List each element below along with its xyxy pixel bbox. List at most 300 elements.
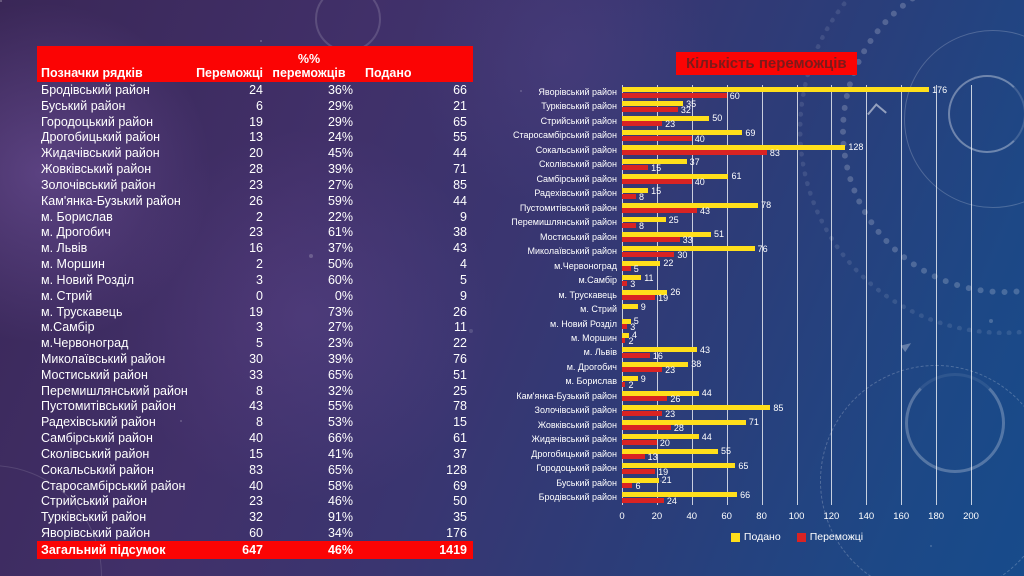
x-tick-label: 200 xyxy=(963,511,979,522)
cell-winners: 5 xyxy=(256,336,263,351)
chart-bar-track xyxy=(622,317,1012,331)
chart-row xyxy=(500,215,1012,229)
pivot-table-total-row xyxy=(37,541,473,559)
cell-pct: 0% xyxy=(334,288,353,303)
chart-category-label: Турківський район xyxy=(541,101,617,112)
cell-submitted: 51 xyxy=(453,367,467,382)
table-row xyxy=(37,494,473,510)
legend-label: Подано xyxy=(743,531,781,543)
chart-bar-track xyxy=(622,331,1012,345)
chart-category-label: м.Червоноград xyxy=(554,260,617,271)
bar-value-label: 30 xyxy=(677,249,688,260)
cell-name: м. Дрогобич xyxy=(41,225,111,240)
chart-bar-track xyxy=(622,288,1012,302)
table-row xyxy=(37,319,473,335)
chart-category-label: Пустомитівський район xyxy=(519,202,617,213)
chart-category-label: Дрогобицький район xyxy=(531,448,617,459)
table-row xyxy=(37,98,473,114)
chart-row xyxy=(500,259,1012,273)
cell-name: м.Червоноград xyxy=(41,336,129,351)
chart-category-label: Бродівський район xyxy=(538,492,617,503)
cell-winners: 13 xyxy=(249,130,263,145)
bar-value-label: 32 xyxy=(680,104,691,115)
cell-submitted: 76 xyxy=(453,351,467,366)
bar-podano xyxy=(622,188,648,193)
cell-submitted: 11 xyxy=(454,320,467,335)
chart-bar-track xyxy=(622,403,1012,417)
legend-label: Переможці xyxy=(809,531,864,543)
cell-winners: 19 xyxy=(249,114,263,129)
chart-row xyxy=(500,186,1012,200)
cell-name: м. Моршин xyxy=(41,257,105,272)
chart-category-label: Стрийський район xyxy=(540,115,617,126)
cell-pct: 22% xyxy=(327,209,353,224)
cell-winners: 2 xyxy=(256,257,263,272)
chart-row xyxy=(500,128,1012,142)
cell-submitted: 21 xyxy=(453,98,467,113)
bar-value-label: 2 xyxy=(628,336,634,347)
chart-row xyxy=(500,143,1012,157)
bar-chart xyxy=(500,85,1012,560)
cell-name: м. Стрий xyxy=(41,288,93,303)
chart-category-label: м. Дрогобич xyxy=(566,361,617,372)
total-label: Загальний підсумок xyxy=(41,543,166,558)
chart-bar-track xyxy=(622,476,1012,490)
cell-pct: 61% xyxy=(327,225,353,240)
bar-podano xyxy=(622,362,688,367)
chart-row xyxy=(500,85,1012,99)
x-tick-label: 0 xyxy=(619,511,625,522)
bar-value-label: 43 xyxy=(700,206,711,217)
legend-swatch-icon xyxy=(797,533,806,542)
cell-submitted: 85 xyxy=(453,177,467,192)
cell-name: м.Самбір xyxy=(41,320,95,335)
x-tick-label: 60 xyxy=(721,511,732,522)
pivot-table-body xyxy=(37,82,473,541)
bar-podano xyxy=(622,232,711,237)
cell-submitted: 66 xyxy=(453,82,467,97)
bar-podano xyxy=(622,203,758,208)
chart-row xyxy=(500,273,1012,287)
cell-pct: 55% xyxy=(327,399,353,414)
bar-peremozhtsi xyxy=(622,266,631,271)
chart-bar-track xyxy=(622,418,1012,432)
bar-value-label: 24 xyxy=(666,495,677,506)
chart-title: Кількість переможців xyxy=(676,52,857,75)
bar-value-label: 25 xyxy=(668,214,679,225)
cell-winners: 0 xyxy=(256,288,263,303)
x-tick-label: 80 xyxy=(756,511,767,522)
chart-bar-track xyxy=(622,230,1012,244)
bar-peremozhtsi xyxy=(622,194,636,199)
cell-winners: 24 xyxy=(249,82,263,97)
cell-winners: 40 xyxy=(249,478,263,493)
bar-value-label: 35 xyxy=(686,98,697,109)
cell-submitted: 5 xyxy=(460,272,467,287)
header-submitted: Подано xyxy=(365,66,412,80)
cell-name: Старосамбірський район xyxy=(41,478,186,493)
header-rows-label: Позначки рядків xyxy=(41,66,143,80)
chart-bar-track xyxy=(622,432,1012,446)
cell-submitted: 69 xyxy=(453,478,467,493)
cell-pct: 45% xyxy=(327,146,353,161)
cell-submitted: 37 xyxy=(453,446,467,461)
chart-category-label: м. Новий Розділ xyxy=(550,318,617,329)
cell-name: Бродівський район xyxy=(41,82,150,97)
bar-podano xyxy=(622,391,699,396)
bar-value-label: 6 xyxy=(635,481,641,492)
bar-value-label: 23 xyxy=(665,408,676,419)
cell-winners: 83 xyxy=(249,462,263,477)
decor-star-dots xyxy=(0,0,2,2)
cell-submitted: 44 xyxy=(453,146,467,161)
bar-peremozhtsi xyxy=(622,382,625,387)
bar-value-label: 8 xyxy=(638,220,644,231)
bar-value-label: 78 xyxy=(761,200,772,211)
bar-value-label: 4 xyxy=(631,330,637,341)
bar-value-label: 11 xyxy=(644,272,654,283)
cell-winners: 15 xyxy=(249,446,263,461)
table-row xyxy=(37,82,473,98)
chart-category-label: Самбірський район xyxy=(536,173,617,184)
bar-value-label: 60 xyxy=(729,90,740,101)
bar-value-label: 19 xyxy=(658,293,669,304)
cell-name: м. Борислав xyxy=(41,209,113,224)
bar-value-label: 66 xyxy=(740,489,751,500)
x-tick-label: 100 xyxy=(788,511,805,522)
table-row xyxy=(37,414,473,430)
bar-value-label: 85 xyxy=(773,402,784,413)
bar-peremozhtsi xyxy=(622,454,645,459)
cell-submitted: 50 xyxy=(453,494,467,509)
decor-ring-top-center xyxy=(315,0,381,52)
cell-submitted: 9 xyxy=(460,209,467,224)
cell-name: Турківський район xyxy=(41,510,147,525)
bar-value-label: 15 xyxy=(651,162,662,173)
pivot-table-header xyxy=(37,46,473,82)
bar-value-label: 55 xyxy=(720,446,731,457)
table-row xyxy=(37,240,473,256)
bar-podano xyxy=(622,87,929,92)
x-tick-label: 20 xyxy=(651,511,663,522)
chart-category-label: Жидачівський район xyxy=(531,434,617,445)
cell-pct: 46% xyxy=(327,494,353,509)
cell-submitted: 26 xyxy=(453,304,467,319)
bar-peremozhtsi xyxy=(622,425,671,430)
cell-pct: 24% xyxy=(327,130,353,145)
legend-item xyxy=(797,531,863,543)
chart-bar-track xyxy=(622,360,1012,374)
table-row xyxy=(37,478,473,494)
cell-name: Городоцький район xyxy=(41,114,154,129)
chart-bar-track xyxy=(622,302,1012,316)
table-row xyxy=(37,446,473,462)
chart-x-axis xyxy=(619,511,979,525)
chart-row xyxy=(500,461,1012,475)
chart-category-label: Мостиський район xyxy=(540,231,617,242)
bar-value-label: 9 xyxy=(640,373,646,384)
cell-pct: 39% xyxy=(327,351,353,366)
cell-winners: 6 xyxy=(256,98,263,113)
cell-submitted: 44 xyxy=(453,193,467,208)
bar-value-label: 23 xyxy=(665,365,676,376)
chart-row xyxy=(500,157,1012,171)
cell-winners: 23 xyxy=(249,494,263,509)
chart-category-label: м. Львів xyxy=(583,347,617,358)
chart-category-label: Городоцький район xyxy=(536,463,617,474)
cell-pct: 23% xyxy=(327,336,353,351)
bar-value-label: 38 xyxy=(691,359,702,370)
chart-row xyxy=(500,389,1012,403)
total-pct: 46% xyxy=(327,543,353,558)
chart-row xyxy=(500,317,1012,331)
bar-peremozhtsi xyxy=(622,469,655,474)
table-row xyxy=(37,256,473,272)
cell-name: Жовківський район xyxy=(41,162,152,177)
cell-submitted: 55 xyxy=(453,130,467,145)
chart-category-label: м. Моршин xyxy=(570,332,617,343)
chart-row xyxy=(500,230,1012,244)
cell-pct: 91% xyxy=(327,510,353,525)
bar-value-label: 9 xyxy=(640,301,646,312)
cell-submitted: 22 xyxy=(453,336,467,351)
chart-bar-track xyxy=(622,259,1012,273)
chart-bar-track xyxy=(622,389,1012,403)
chart-category-label: Сколівський район xyxy=(539,159,617,170)
bar-peremozhtsi xyxy=(622,252,674,257)
legend-item xyxy=(731,531,781,543)
cell-pct: 65% xyxy=(327,462,353,477)
table-row xyxy=(37,430,473,446)
bar-peremozhtsi xyxy=(622,295,655,300)
chart-row xyxy=(500,288,1012,302)
cell-winners: 8 xyxy=(256,383,263,398)
cell-submitted: 61 xyxy=(453,431,467,446)
table-row xyxy=(37,288,473,304)
cell-name: Сколівський район xyxy=(41,446,150,461)
bar-value-label: 26 xyxy=(670,287,681,298)
bar-peremozhtsi xyxy=(622,165,648,170)
bar-podano xyxy=(622,174,728,179)
cell-pct: 73% xyxy=(327,304,353,319)
chart-row xyxy=(500,114,1012,128)
total-submitted: 1419 xyxy=(439,543,467,558)
cell-pct: 39% xyxy=(327,162,353,177)
cell-name: Пустомитівський район xyxy=(41,399,176,414)
table-row xyxy=(37,351,473,367)
bar-value-label: 2 xyxy=(628,379,634,390)
table-row xyxy=(37,509,473,525)
cell-winners: 60 xyxy=(249,526,263,541)
cell-name: Самбірський район xyxy=(41,431,153,446)
chart-row xyxy=(500,201,1012,215)
cell-name: Сокальський район xyxy=(41,462,154,477)
table-row xyxy=(37,177,473,193)
legend-swatch-icon xyxy=(731,533,740,542)
bar-value-label: 26 xyxy=(670,394,681,405)
cell-pct: 53% xyxy=(327,415,353,430)
table-row xyxy=(37,114,473,130)
bar-peremozhtsi xyxy=(622,93,727,98)
chart-bar-track xyxy=(622,143,1012,157)
bar-podano xyxy=(622,405,770,410)
bar-value-label: 65 xyxy=(738,460,749,471)
chart-row xyxy=(500,99,1012,113)
table-row xyxy=(37,224,473,240)
bar-value-label: 5 xyxy=(633,264,639,275)
bar-podano xyxy=(622,449,718,454)
cell-pct: 60% xyxy=(327,272,353,287)
bar-value-label: 28 xyxy=(673,423,684,434)
bar-value-label: 76 xyxy=(757,243,768,254)
cell-winners: 16 xyxy=(249,241,263,256)
bar-peremozhtsi xyxy=(622,208,697,213)
chart-row xyxy=(500,447,1012,461)
bar-podano xyxy=(622,463,735,468)
chart-row xyxy=(500,244,1012,258)
chart-bar-track xyxy=(622,157,1012,171)
cell-submitted: 128 xyxy=(446,462,467,477)
chart-category-label: Яворівський район xyxy=(538,87,617,97)
chart-row xyxy=(500,331,1012,345)
cell-submitted: 78 xyxy=(453,399,467,414)
bar-value-label: 33 xyxy=(682,235,693,246)
chart-bar-track xyxy=(622,201,1012,215)
cell-winners: 26 xyxy=(249,193,263,208)
bar-value-label: 16 xyxy=(652,350,663,361)
bar-value-label: 20 xyxy=(659,437,670,448)
chart-bar-track xyxy=(622,128,1012,142)
chart-row xyxy=(500,360,1012,374)
chart-category-label: м. Борислав xyxy=(565,376,617,387)
cell-pct: 41% xyxy=(327,446,353,461)
bar-peremozhtsi xyxy=(622,237,680,242)
bar-value-label: 69 xyxy=(745,127,756,138)
x-tick-label: 180 xyxy=(928,511,945,522)
cell-pct: 32% xyxy=(327,383,353,398)
cell-pct: 27% xyxy=(327,177,353,192)
header-pct-line2: переможців xyxy=(272,66,346,80)
chart-bar-track xyxy=(622,99,1012,113)
bar-peremozhtsi xyxy=(622,136,692,141)
cell-pct: 50% xyxy=(327,257,353,272)
cell-pct: 37% xyxy=(327,241,353,256)
table-row xyxy=(37,304,473,320)
pivot-table xyxy=(37,46,473,559)
table-row xyxy=(37,399,473,415)
bar-peremozhtsi xyxy=(622,179,692,184)
cell-pct: 27% xyxy=(327,320,353,335)
header-pct-line1: %% xyxy=(297,52,321,66)
chart-category-label: Золочівський район xyxy=(534,405,617,416)
table-row xyxy=(37,209,473,225)
chart-legend xyxy=(622,531,972,543)
cell-submitted: 71 xyxy=(453,162,467,177)
chart-bar-track xyxy=(622,215,1012,229)
bar-podano xyxy=(622,304,638,309)
chart-category-label: м.Самбір xyxy=(578,275,617,286)
cell-name: Буський район xyxy=(41,98,126,113)
chart-row xyxy=(500,490,1012,504)
cell-submitted: 38 xyxy=(453,225,467,240)
cell-winners: 40 xyxy=(249,431,263,446)
cell-winners: 8 xyxy=(256,415,263,430)
cell-name: Миколаївський район xyxy=(41,351,166,366)
chart-bar-track xyxy=(622,461,1012,475)
cell-winners: 28 xyxy=(249,162,263,177)
cell-pct: 65% xyxy=(327,367,353,382)
chart-bars-area xyxy=(500,85,1012,505)
cell-pct: 59% xyxy=(327,193,353,208)
cell-pct: 34% xyxy=(327,526,353,541)
bar-peremozhtsi xyxy=(622,367,662,372)
chart-row xyxy=(500,345,1012,359)
chart-row xyxy=(500,476,1012,490)
cell-pct: 29% xyxy=(327,114,353,129)
table-row xyxy=(37,525,473,541)
cell-name: Яворівський район xyxy=(41,526,151,541)
bar-podano xyxy=(622,261,660,266)
x-tick-label: 140 xyxy=(858,511,875,522)
chart-bar-track xyxy=(622,345,1012,359)
bar-peremozhtsi xyxy=(622,281,627,286)
cell-winners: 32 xyxy=(249,510,263,525)
chart-row xyxy=(500,418,1012,432)
cell-winners: 19 xyxy=(249,304,263,319)
cell-name: Мостиський район xyxy=(41,367,148,382)
cell-submitted: 4 xyxy=(460,257,467,272)
cell-submitted: 25 xyxy=(453,383,467,398)
bar-peremozhtsi xyxy=(622,353,650,358)
chart-category-label: м. Стрий xyxy=(580,304,617,315)
bar-value-label: 128 xyxy=(848,142,864,153)
bar-podano xyxy=(622,101,683,106)
cell-winners: 2 xyxy=(256,209,263,224)
bar-value-label: 5 xyxy=(633,316,639,326)
chart-bar-track xyxy=(622,447,1012,461)
chart-bar-track xyxy=(622,186,1012,200)
chart-category-label: Жовківський район xyxy=(537,419,617,430)
table-row xyxy=(37,462,473,478)
cell-name: Кам'янка-Бузький район xyxy=(41,193,181,208)
chart-bar-track xyxy=(622,490,1012,504)
bar-value-label: 40 xyxy=(694,177,705,188)
chart-row xyxy=(500,432,1012,446)
chart-row xyxy=(500,403,1012,417)
chart-bar-track xyxy=(622,273,1012,287)
chart-bar-track xyxy=(622,85,1012,99)
chart-bar-track xyxy=(622,374,1012,388)
bar-peremozhtsi xyxy=(622,121,662,126)
header-pct xyxy=(263,52,355,80)
cell-submitted: 15 xyxy=(453,415,467,430)
bar-value-label: 51 xyxy=(713,229,724,240)
bar-value-label: 40 xyxy=(694,133,705,144)
bar-value-label: 44 xyxy=(701,431,712,442)
x-tick-label: 40 xyxy=(686,511,698,522)
bar-value-label: 176 xyxy=(932,84,948,95)
table-row xyxy=(37,145,473,161)
cell-winners: 20 xyxy=(249,146,263,161)
cell-winners: 3 xyxy=(256,272,263,287)
chart-bar-track xyxy=(622,172,1012,186)
bar-value-label: 61 xyxy=(731,171,742,182)
bar-peremozhtsi xyxy=(622,440,657,445)
bar-podano xyxy=(622,492,737,497)
bar-podano xyxy=(622,246,755,251)
chart-category-label: Миколаївський район xyxy=(527,246,617,257)
bar-peremozhtsi xyxy=(622,324,627,329)
